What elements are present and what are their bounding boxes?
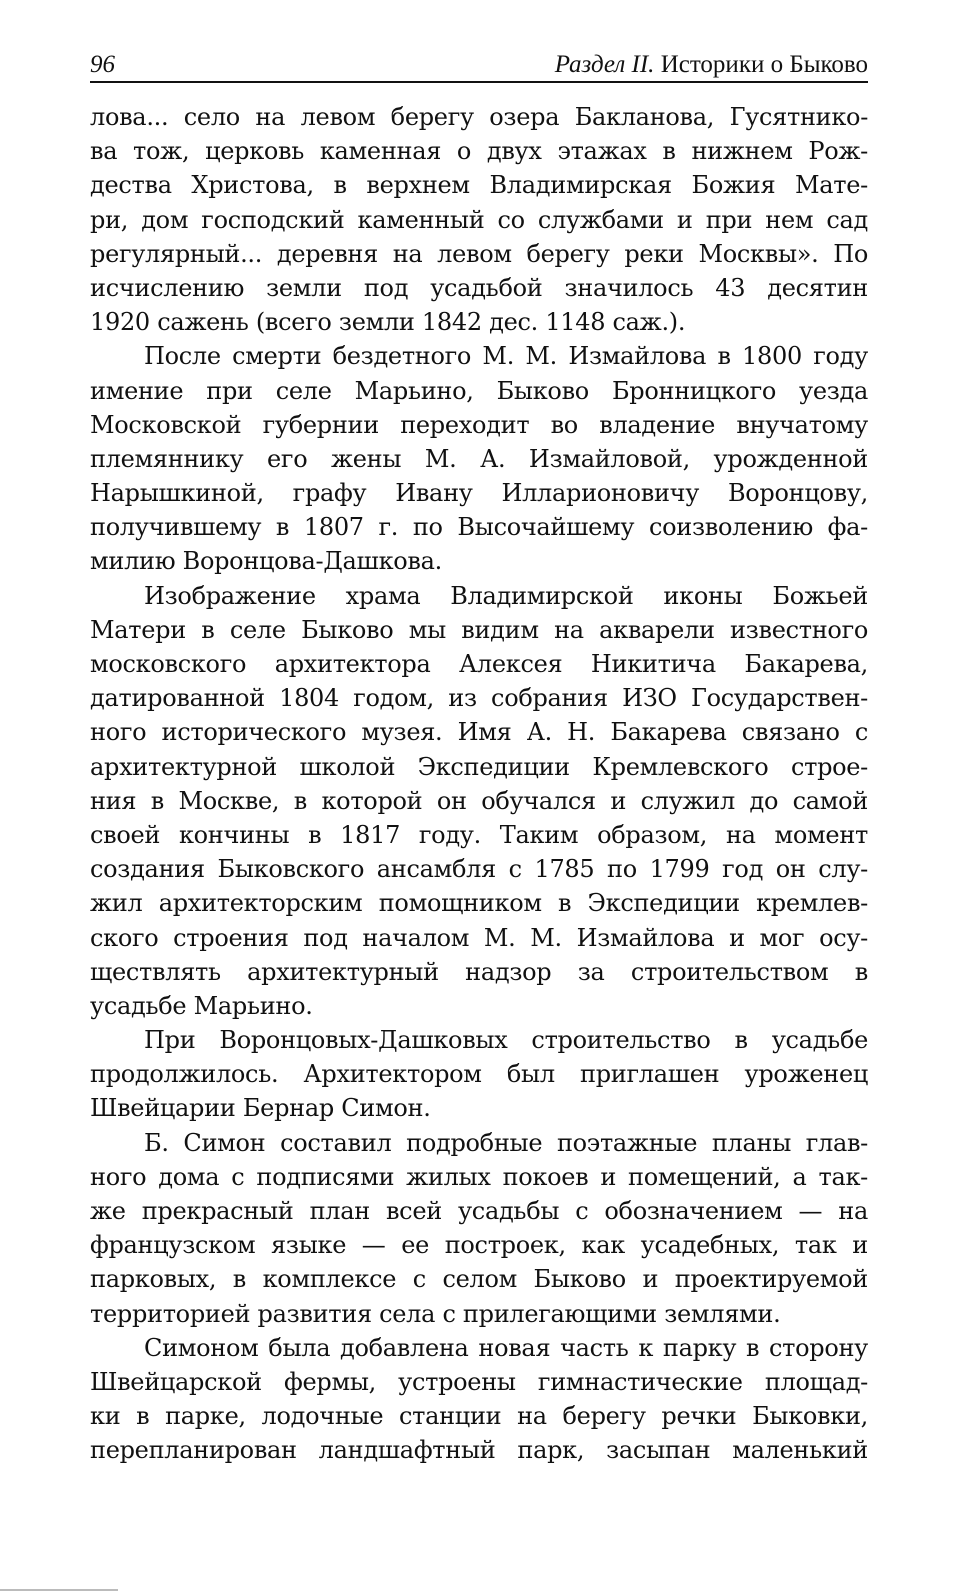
body-text	[90, 100, 868, 1468]
text-line: ки в парке, лодочные станции на берегу речки Быковки,	[90, 1402, 868, 1431]
text-line: получившему в 1807 г. по Высочайшему соизволению фа-	[90, 513, 868, 542]
text-line: Швейцарской фермы, устроены гимнастические площад-	[90, 1367, 868, 1396]
text-line: милию Воронцова-Дашкова.	[90, 547, 442, 576]
scan-edge-mark	[0, 1589, 118, 1591]
text-line: жил архитекторским помощником в Экспедиции кремлев-	[90, 889, 868, 918]
text-line: ского строения под началом М. М. Измайлова и мог осу-	[90, 923, 868, 952]
text-line: ри, дом господский каменный со службами и при нем сад	[90, 205, 868, 234]
text-line: парковых, в комплексе с селом Быково и проектируемой	[90, 1265, 868, 1294]
text-line: Изображение храма Владимирской иконы Божьей	[144, 581, 868, 610]
text-line: перепланирован ландшафтный парк, засыпан маленький	[90, 1436, 868, 1465]
text-line: Швейцарии Бернар Симон.	[90, 1094, 431, 1123]
text-line: датированной 1804 годом, из собрания ИЗО Государствен-	[90, 684, 868, 713]
text-line: ного дома с подписями жилых покоев и помещений, а так-	[90, 1162, 868, 1191]
text-line: своей кончины в 1817 году. Таким образом, на момент	[90, 820, 868, 849]
text-line: Симоном была добавлена новая часть к парку в сторону	[144, 1333, 868, 1362]
section-title	[555, 50, 868, 80]
text-line: создания Быковского ансамбля с 1785 по 1799 год он слу-	[90, 855, 868, 884]
text-line: Матери в селе Быково мы видим на акварели известного	[90, 615, 868, 644]
text-line: 1920 сажень (всего земли 1842 дес. 1148 саж.).	[90, 308, 686, 337]
text-line: После смерти бездетного М. М. Измайлова в 1800 году	[144, 342, 868, 371]
running-head	[90, 50, 868, 80]
text-line: ществлять архитектурный надзор за строительством в	[90, 957, 868, 986]
text-line: дества Христова, в верхнем Владимирская Божия Мате-	[90, 171, 868, 200]
text-line: При Воронцовых-Дашковых строительство в усадьбе	[144, 1026, 868, 1055]
text-line: французском языке — ее построек, как усадебных, так и	[90, 1231, 868, 1260]
text-line: племяннику его жены М. А. Измайловой, урожденной	[90, 444, 868, 473]
text-line: ния в Москве, в которой он обучался и служил до самой	[90, 786, 868, 815]
text-line: исчислению земли под усадьбой значилось 43 десятин	[90, 273, 868, 302]
text-line: территорией развития села с прилегающими землями.	[90, 1299, 781, 1328]
text-line: Б. Симон составил подробные поэтажные планы глав-	[144, 1128, 868, 1157]
text-line: ва тож, церковь каменная о двух этажах в нижнем Рож-	[90, 137, 868, 166]
text-line: же прекрасный план всей усадьбы с обозначением — на	[90, 1197, 868, 1225]
text-line: московского архитектора Алексея Никитича Бакарева,	[90, 650, 868, 678]
text-line: архитектурной школой Экспедиции Кремлевского строе-	[90, 752, 868, 781]
page-number: 96	[90, 51, 115, 78]
section-label: Раздел II.	[554, 51, 655, 78]
text-line: Московской губернии переходит во владение внучатому	[90, 410, 868, 439]
text-line: ного исторического музея. Имя А. Н. Бакарева связано с	[90, 718, 868, 747]
text-line: продолжилось. Архитектором был приглашен уроженец	[90, 1060, 868, 1089]
text-line: Нарышкиной, графу Ивану Илларионовичу Воронцову,	[90, 479, 868, 508]
text-line: регулярный... деревня на левом берегу реки Москвы». По	[90, 239, 868, 268]
text-line: лова... село на левом берегу озера Бакланова, Гусятнико-	[90, 103, 868, 131]
text-line: усадьбе Марьино.	[90, 991, 313, 1020]
header-rule	[90, 81, 868, 83]
text-line: имение при селе Марьино, Быково Бронницкого уезда	[90, 376, 868, 405]
section-name: Историки о Быково	[660, 51, 868, 78]
